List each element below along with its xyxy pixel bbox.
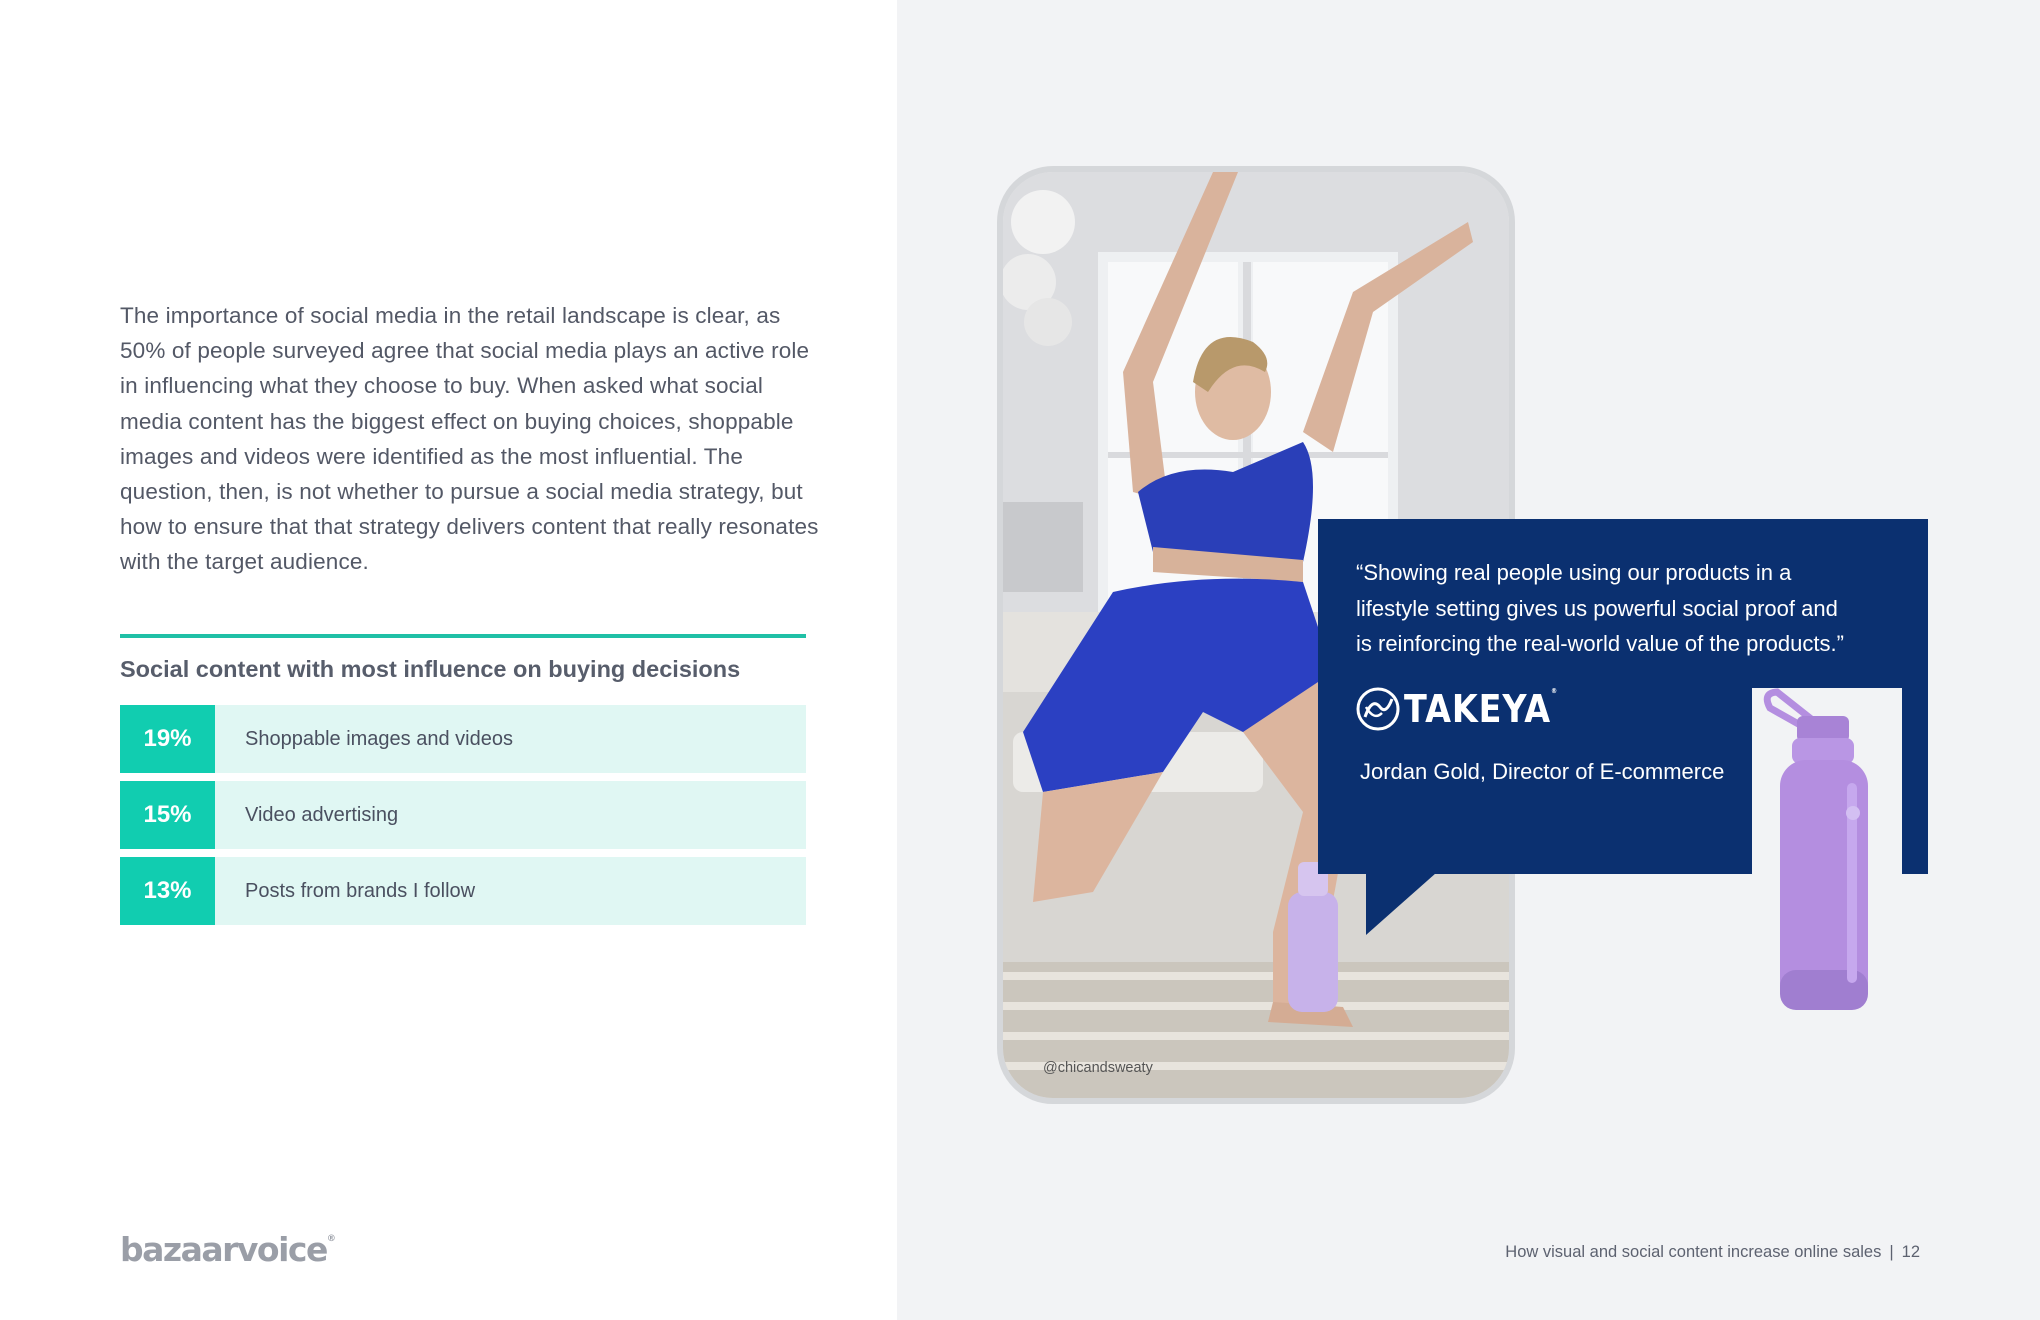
stat-percent: 15% [120, 781, 215, 849]
stat-percent: 13% [120, 857, 215, 925]
quote-line: is reinforcing the real-world value of the products.” [1356, 631, 1844, 656]
logo-text: bazaarvoice [120, 1230, 327, 1269]
speech-bubble-tail [1366, 873, 1436, 935]
intro-line: in influencing what they choose to buy. When asked what social [120, 373, 764, 399]
quote-line: “Showing real people using our products in a [1356, 560, 1792, 585]
stat-label: Shoppable images and videos [245, 727, 513, 750]
takeya-emblem-icon [1356, 687, 1400, 731]
stat-label: Posts from brands I follow [245, 879, 476, 902]
intro-paragraph [120, 298, 850, 580]
takeya-logo [1356, 687, 1579, 731]
footer-title: How visual and social content increase online sales [1505, 1243, 1882, 1261]
stat-row [120, 781, 806, 849]
intro-line: images and videos were identified as the most influential. The [120, 443, 743, 469]
intro-line: media content has the biggest effect on buying choices, shoppable [120, 408, 794, 434]
brand-name [1404, 687, 1558, 731]
logo-registered-mark: ® [326, 1234, 336, 1244]
intro-line: The importance of social media in the retail landscape is clear, as [120, 303, 781, 328]
stats-divider [120, 634, 806, 638]
stat-percent: 19% [120, 705, 215, 773]
bazaarvoice-logo [120, 1230, 336, 1269]
intro-line: with the target audience. [120, 549, 369, 575]
brand-name-text: TAKEYA [1404, 687, 1552, 731]
intro-line: 50% of people surveyed agree that social media plays an active role [120, 338, 810, 364]
brand-registered-mark: ® [1551, 687, 1559, 695]
stats-heading: Social content with most influence on buying decisions [120, 656, 741, 682]
water-bottle-image [1752, 688, 1902, 1023]
instagram-handle: @chicandsweaty [1043, 1060, 1153, 1076]
page-number: 12 [1901, 1243, 1920, 1261]
intro-line: question, then, is not whether to pursue a social media strategy, but [120, 479, 803, 505]
page-footer [1505, 1243, 1920, 1262]
quote-text [1356, 555, 1916, 662]
quote-attribution: Jordan Gold, Director of E-commerce [1360, 759, 1725, 784]
footer-separator: | [1889, 1243, 1894, 1261]
quote-line: lifestyle setting gives us powerful social proof and [1356, 595, 1838, 621]
stat-row [120, 705, 806, 773]
stat-label: Video advertising [245, 803, 399, 826]
stat-row [120, 857, 806, 925]
intro-line: how to ensure that that strategy delivers content that really resonates [120, 514, 819, 540]
